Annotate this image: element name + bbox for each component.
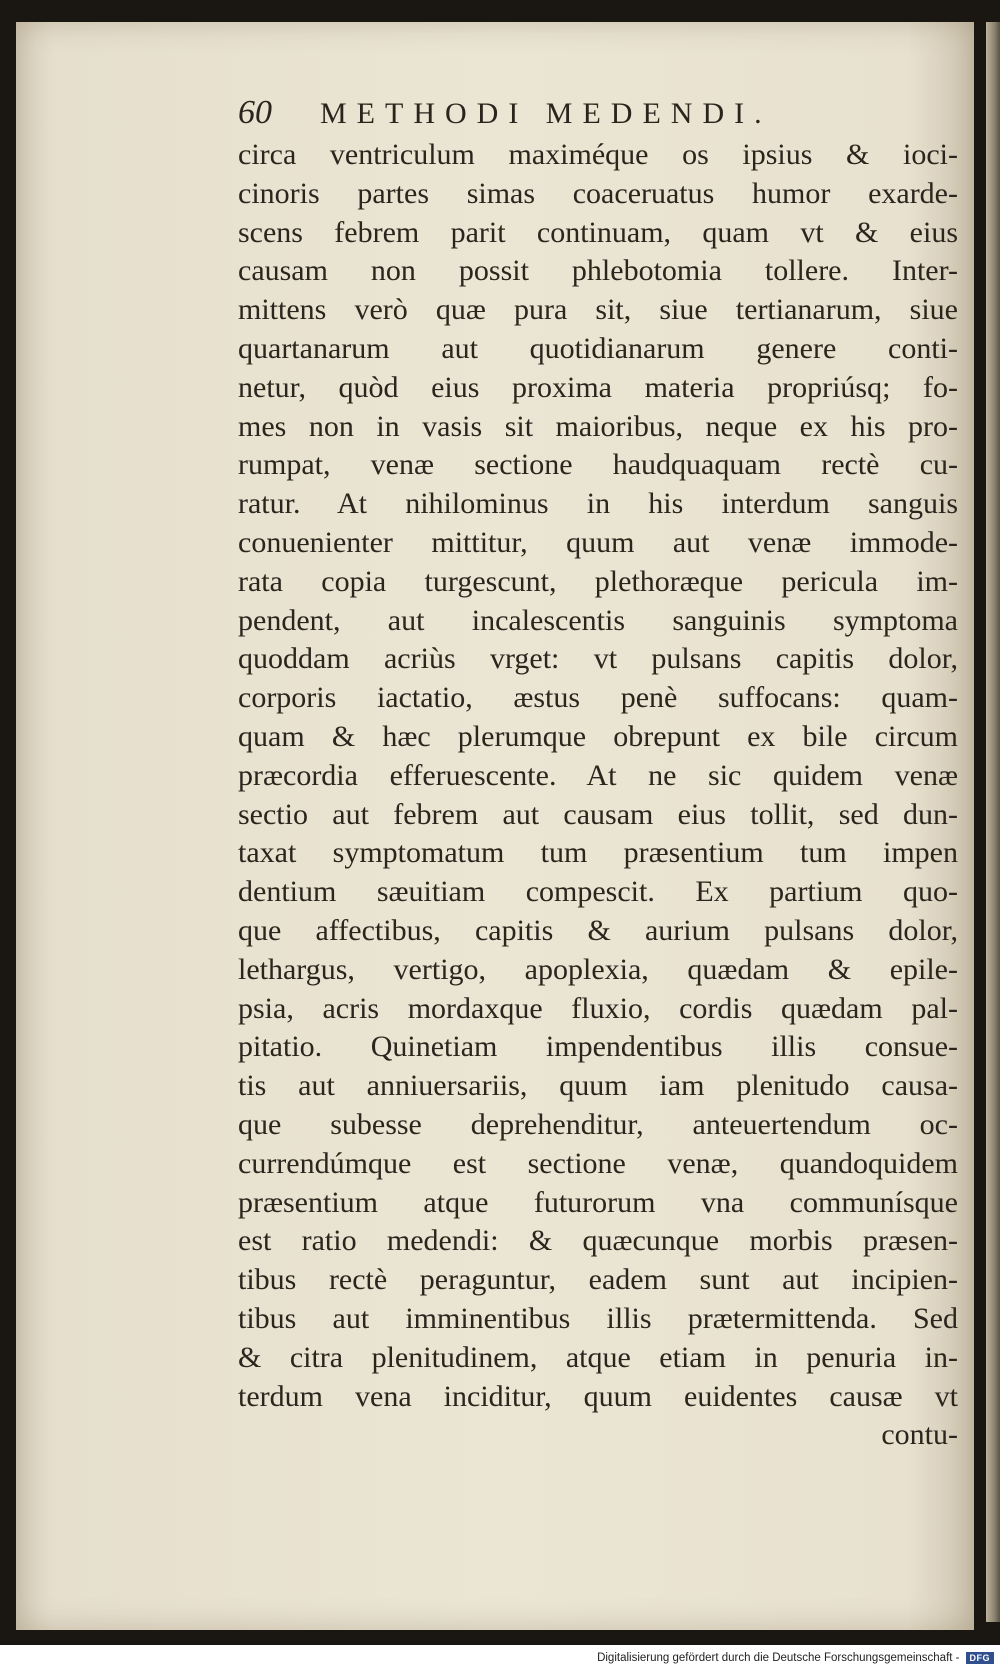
text-line: tibus rectè peraguntur, eadem sunt aut incipien- xyxy=(238,1263,958,1297)
page-edge xyxy=(986,22,1000,1622)
text-line: causam non possit phlebotomia tollere. Inter- xyxy=(238,254,958,288)
page-header xyxy=(238,94,858,138)
page-number: 60 xyxy=(238,94,272,131)
text-line: tibus aut imminentibus illis prætermittenda. Sed xyxy=(238,1301,958,1335)
text-line: præsentium atque futurorum vna communísque xyxy=(238,1185,958,1219)
text-line: que subesse deprehenditur, anteuertendum oc- xyxy=(238,1107,958,1141)
text-line: rumpat, venæ sectione haudquaquam rectè cu- xyxy=(238,448,958,482)
catchword: contu- xyxy=(881,1418,958,1452)
text-line: conuenienter mittitur, quum aut venæ immode- xyxy=(238,525,958,559)
text-line: præcordia efferuescente. At ne sic quidem venæ xyxy=(238,758,958,792)
digitization-footer xyxy=(0,1645,1000,1670)
text-line: quoddam acriùs vrget: vt pulsans capitis dolor, xyxy=(238,642,958,676)
body-text xyxy=(238,136,958,1455)
text-line: sectio aut febrem aut causam eius tollit, sed dun- xyxy=(238,797,958,831)
text-line: netur, quòd eius proxima materia propriúsq; fo- xyxy=(238,370,958,404)
text-line: dentium sæuitiam compescit. Ex partium quo- xyxy=(238,875,958,909)
text-line: psia, acris mordaxque fluxio, cordis quædam pal- xyxy=(238,991,958,1025)
text-line: circa ventriculum maximéque os ipsius & ioci- xyxy=(238,138,958,171)
text-line: rata copia turgescunt, plethoræque pericula im- xyxy=(238,564,958,598)
dfg-logo-icon: DFG xyxy=(966,1652,995,1664)
text-line: est ratio medendi: & quæcunque morbis præsen- xyxy=(238,1224,958,1258)
text-line: corporis iactatio, æstus penè suffocans: quam- xyxy=(238,681,958,715)
text-line: & citra plenitudinem, atque etiam in penuria in- xyxy=(238,1340,958,1374)
running-head: METHODI MEDENDI. xyxy=(320,97,772,130)
text-line: quartanarum aut quotidianarum genere conti- xyxy=(238,331,958,365)
footer-credit: Digitalisierung gefördert durch die Deutsche Forschungsgemeinschaft - xyxy=(597,1651,960,1664)
text-line: currendúmque est sectione venæ, quandoquidem xyxy=(238,1146,958,1180)
text-line: que affectibus, capitis & aurium pulsans dolor, xyxy=(238,913,958,947)
text-line: mittens verò quæ pura sit, siue tertianarum, siue xyxy=(238,293,958,327)
text-line: cinoris partes simas coaceruatus humor exarde- xyxy=(238,176,958,210)
text-line: mes non in vasis sit maioribus, neque ex his pro- xyxy=(238,409,958,443)
text-line: quam & hæc plerumque obrepunt ex bile circum xyxy=(238,719,958,753)
text-line: terdum vena inciditur, quum euidentes causæ vt xyxy=(238,1379,958,1413)
text-line: pendent, aut incalescentis sanguinis symptoma xyxy=(238,603,958,637)
text-line: scens febrem parit continuam, quam vt & eius xyxy=(238,215,958,249)
text-line: ratur. At nihilominus in his interdum sanguis xyxy=(238,487,958,521)
text-line: taxat symptomatum tum præsentium tum impen xyxy=(238,836,958,870)
text-line: lethargus, vertigo, apoplexia, quædam & epile- xyxy=(238,952,958,986)
text-line: pitatio. Quinetiam impendentibus illis consue- xyxy=(238,1030,958,1064)
text-line: tis aut anniuersariis, quum iam plenitudo causa- xyxy=(238,1069,958,1103)
